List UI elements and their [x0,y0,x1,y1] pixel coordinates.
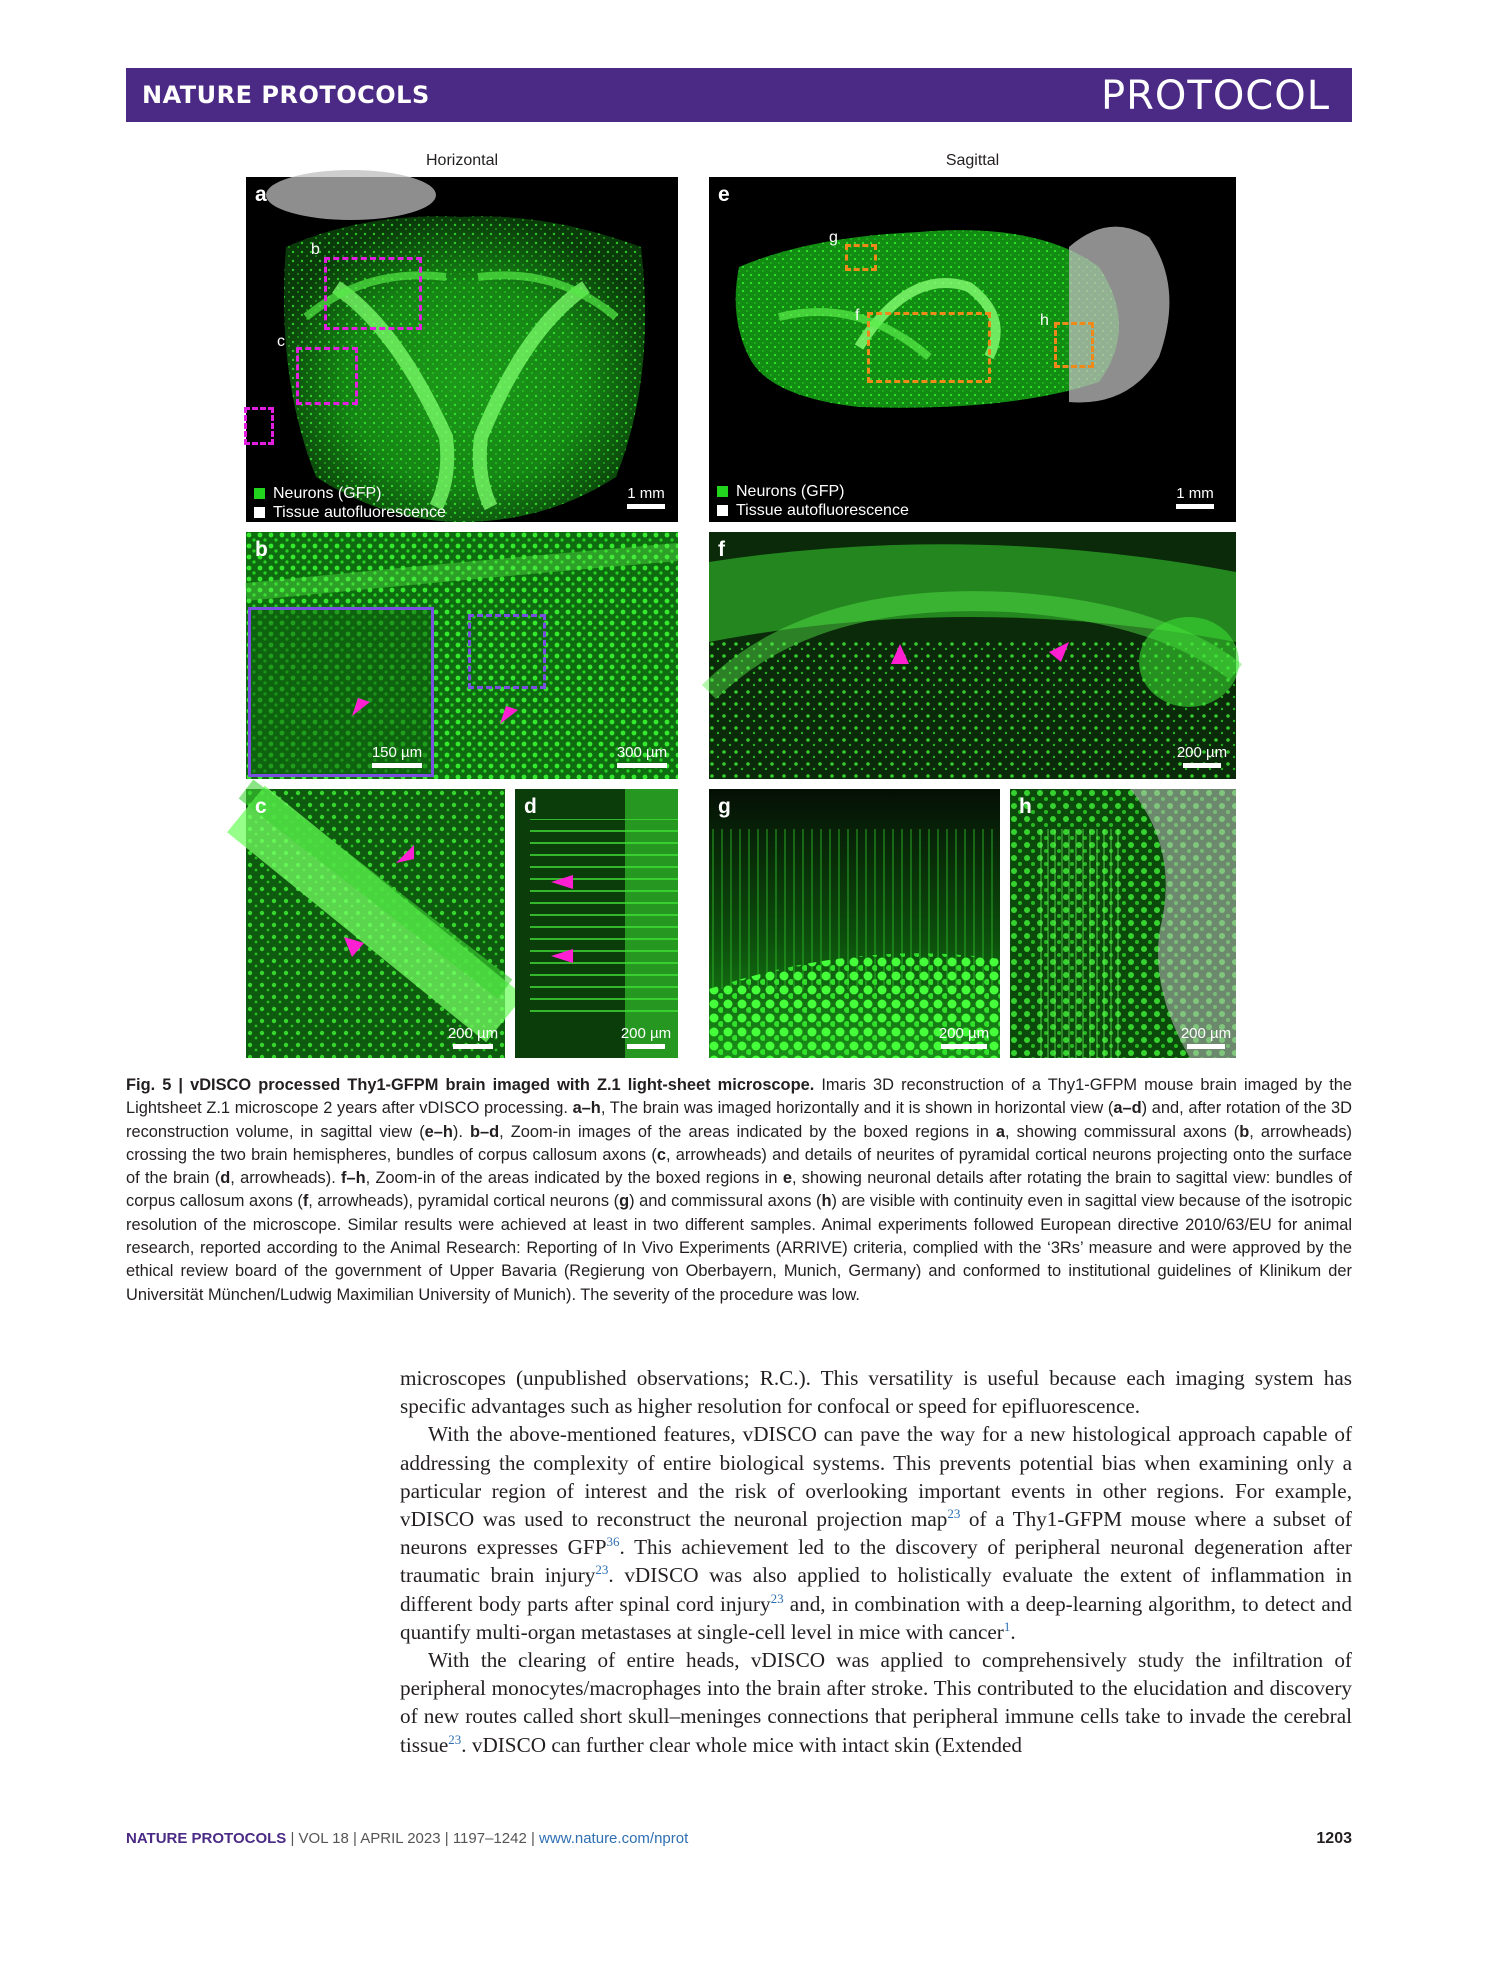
scale-bar-g [934,1025,994,1049]
panel-h-image [1010,789,1236,1058]
scale-bar-e [1172,485,1218,509]
caption-text: , showing neuronal details after rotating the brain to sagittal view: bundles of corpus callosum axons ( [126,1169,1352,1211]
arrowhead-d-2 [549,947,575,965]
footer-separator: | [348,1830,361,1847]
caption-ref: b [1239,1122,1250,1141]
panel-b-commissural-axons [246,532,678,779]
box-label-h: h [1040,312,1049,329]
panel-d-image [515,789,678,1058]
box-label-g: g [829,229,838,246]
box-label-f: f [855,307,860,324]
panel-label-a: a [255,183,267,206]
legend-panel-e [717,482,909,520]
caption-text: , arrowheads) crossing the two brain hemispheres, bundles of corpus callosum axons ( [126,1122,1352,1164]
caption-text: , arrowheads). [230,1169,342,1188]
caption-ref: c [656,1145,666,1164]
citation-link[interactable]: 23 [770,1590,784,1606]
legend-panel-a [254,484,446,522]
scale-label-d: 200 µm [620,1025,672,1042]
footer-separator: | [526,1830,540,1847]
article-type: PROTOCOL [1100,73,1330,119]
scale-label-f: 200 µm [1176,744,1228,761]
caption-ref: f–h [341,1169,366,1188]
figure-caption [126,1074,1352,1307]
scale-bar-b [612,744,672,768]
scale-label-a: 1 mm [627,485,665,502]
scale-bar-f [1172,744,1232,768]
scale-label-e: 1 mm [1176,485,1214,502]
scale-label-b: 300 µm [616,744,668,761]
paragraph-1: microscopes (unpublished observations; R.C.). This versatility is useful because each imaging system has specific advantages such as higher resolution for confocal or speed for epifluorescence. [400,1366,1352,1419]
footer-journal: NATURE PROTOCOLS [126,1830,287,1847]
paragraph-text: With the clearing of entire heads, vDISCO was applied to comprehensively study the infiltration of peripheral monocytes/macrophages into the brain after stroke. This contributed to the elucidation and discovery of new routes called short skull–meninges connections that peripheral immune cells take to invade the cerebral tissue [400,1648,1352,1757]
caption-ref: e [782,1169,792,1188]
box-label-d: d [234,397,243,414]
box-label-b: b [311,241,320,258]
panel-label-b: b [255,538,268,561]
journal-name: NATURE PROTOCOLS [142,81,430,109]
caption-ref: a [995,1122,1006,1141]
paragraph-2 [400,1420,1352,1646]
caption-text: , The brain was imaged horizontally and it is shown in horizontal view ( [600,1099,1114,1118]
panel-label-g: g [718,795,731,818]
autofluorescence-swatch [254,507,265,518]
footer-url-link[interactable]: www.nature.com/nprot [539,1830,689,1847]
panel-label-e: e [718,183,730,206]
box-g-region [845,244,877,271]
arrowhead-b-2 [498,704,520,726]
panel-e-sagittal-brain [709,177,1236,522]
caption-ref: a–h [572,1099,601,1118]
legend-autofluorescence: Tissue autofluorescence [736,502,909,519]
scale-bar-h [1176,1025,1236,1049]
paragraph-text: and, in combination with a deep-learning algorithm, to detect and quantify multi-organ metastases at single-cell level in mice with cancer [400,1591,1352,1644]
caption-text: ) are visible with continuity even in sagittal view because of the isotropic resolution of the microscope. Similar results were achieved at least in two different samples. Animal experiments followed European directive 2010/63/EU for animal research, reported according to the Animal Research: Reporting of In Vivo Experiments (ARRIVE) criteria, complied with the ‘3Rs’ measure and were approved by the ethical review board of the government of Upper Bavaria (Regierung von Oberbayern, Munich, Germany) and conformed to institutional guidelines of Klinikum der Universität München/Ludwig Maximilian University of Munich). The severity of the procedure was low. [126,1192,1353,1304]
panel-h-commissural-axons [1010,789,1236,1058]
arrowhead-b-1 [350,696,372,718]
scale-label-b-inset: 150 µm [371,744,423,761]
caption-ref: f [302,1192,309,1211]
panel-c-corpus-callosum-bundles [246,789,505,1058]
caption-text: ) and commissural axons ( [629,1192,822,1211]
panel-c-image [246,789,505,1058]
scale-bar-d [616,1025,676,1049]
panel-d-pyramidal-neurites [515,789,678,1058]
journal-header-bar [126,68,1352,122]
arrowhead-f-1 [889,642,911,666]
panel-label-f: f [718,538,725,561]
caption-text: , showing commissural axons ( [1005,1122,1240,1141]
scale-bar-c [443,1025,503,1049]
caption-text: , arrowheads) and details of neurites of pyramidal cortical neurons projecting onto the surface of the brain ( [126,1145,1352,1188]
caption-ref: h [821,1192,832,1211]
paragraph-text: . vDISCO can further clear whole mice with intact skin (Extended [461,1732,1022,1757]
panel-label-d: d [524,795,537,818]
scale-bar-b-inset [368,744,426,768]
gfp-swatch [717,486,728,497]
caption-title: Fig. 5 | vDISCO processed Thy1-GFPM brain imaged with Z.1 light-sheet microscope. [126,1076,815,1094]
box-d-region [244,407,274,445]
footer-separator: | [286,1830,299,1847]
citation-link[interactable]: 1 [1003,1618,1011,1634]
caption-text: , Zoom-in of the areas indicated by the boxed regions in [365,1169,783,1188]
paragraph-text: . [1010,1619,1016,1644]
box-h-region [1054,322,1094,368]
box-b-region [324,257,422,330]
body-text [400,1364,1352,1759]
caption-text: ) and, after rotation of the 3D reconstruction volume, in sagittal view ( [126,1099,1352,1141]
footer-volume: VOL 18 [298,1830,349,1847]
column-title-sagittal: Sagittal [945,152,1000,169]
arrowhead-f-2 [1047,640,1071,664]
legend-autofluorescence: Tissue autofluorescence [273,504,446,521]
caption-text: Imaris 3D reconstruction of a Thy1-GFPM mouse brain imaged by the Lightsheet Z.1 microscope 2 years after vDISCO processing. [126,1076,1352,1118]
panel-label-c: c [255,795,267,818]
panel-label-h: h [1019,795,1032,818]
citation-link[interactable]: 36 [606,1534,620,1550]
footer-date: APRIL 2023 [360,1830,441,1847]
paragraph-3 [400,1646,1352,1759]
box-c-region [296,347,358,405]
arrowhead-c-2 [342,935,366,959]
legend-gfp: Neurons (GFP) [273,485,382,502]
arrowhead-d-1 [549,873,575,891]
panel-f-image [709,532,1236,779]
page-footer [126,1830,1352,1847]
caption-text: ). [452,1122,471,1141]
scale-bar-a [624,485,668,509]
paragraph-text: . This achievement led to the discovery of peripheral neuronal degeneration after traumatic brain injury [400,1535,1352,1588]
panel-a-horizontal-brain [234,177,678,522]
caption-text: , arrowheads), pyramidal cortical neurons ( [308,1192,620,1211]
scale-label-g: 200 µm [938,1025,990,1042]
gfp-swatch [254,488,265,499]
panel-g-pyramidal-neurons [709,789,1000,1058]
caption-ref: g [619,1192,630,1211]
panel-f-corpus-callosum [709,532,1236,779]
citation-link[interactable]: 23 [947,1505,961,1521]
footer-pages: 1197–1242 [452,1830,527,1847]
scale-label-c: 200 µm [447,1025,499,1042]
paragraph-text: of a Thy1-GFPM mouse where a subset of neurons expresses GFP [400,1507,1352,1560]
scale-label-h: 200 µm [1180,1025,1232,1042]
citation-link[interactable]: 23 [595,1562,609,1578]
box-f-region [867,312,991,383]
citation-link[interactable]: 23 [448,1731,462,1747]
caption-ref: d [220,1169,231,1188]
autofluorescence-swatch [717,505,728,516]
caption-text: , Zoom-in images of the areas indicated by the boxed regions in [499,1122,996,1141]
caption-ref: a–d [1113,1099,1142,1118]
column-title-horizontal: Horizontal [425,152,499,169]
paragraph-text: With the above-mentioned features, vDISCO can pave the way for a new histological approach capable of addressing the complexity of entire biological systems. This prevents potential bias when examining only a particular region of interest and the risk of overlooking important events in other regions. For example, vDISCO was used to reconstruct the neuronal projection map [400,1422,1352,1532]
arrowhead-c-1 [392,841,416,865]
box-b-zoom-region [468,614,546,689]
caption-ref: b–d [470,1122,500,1141]
paragraph-text: . vDISCO was also applied to holistically evaluate the extent of inflammation in different body parts after spinal cord injury [400,1563,1352,1616]
caption-ref: e–h [424,1122,453,1141]
page-number: 1203 [1316,1830,1352,1847]
box-label-c: c [277,333,285,350]
legend-gfp: Neurons (GFP) [736,483,845,500]
footer-separator: | [440,1830,453,1847]
panel-g-image [709,789,1000,1058]
